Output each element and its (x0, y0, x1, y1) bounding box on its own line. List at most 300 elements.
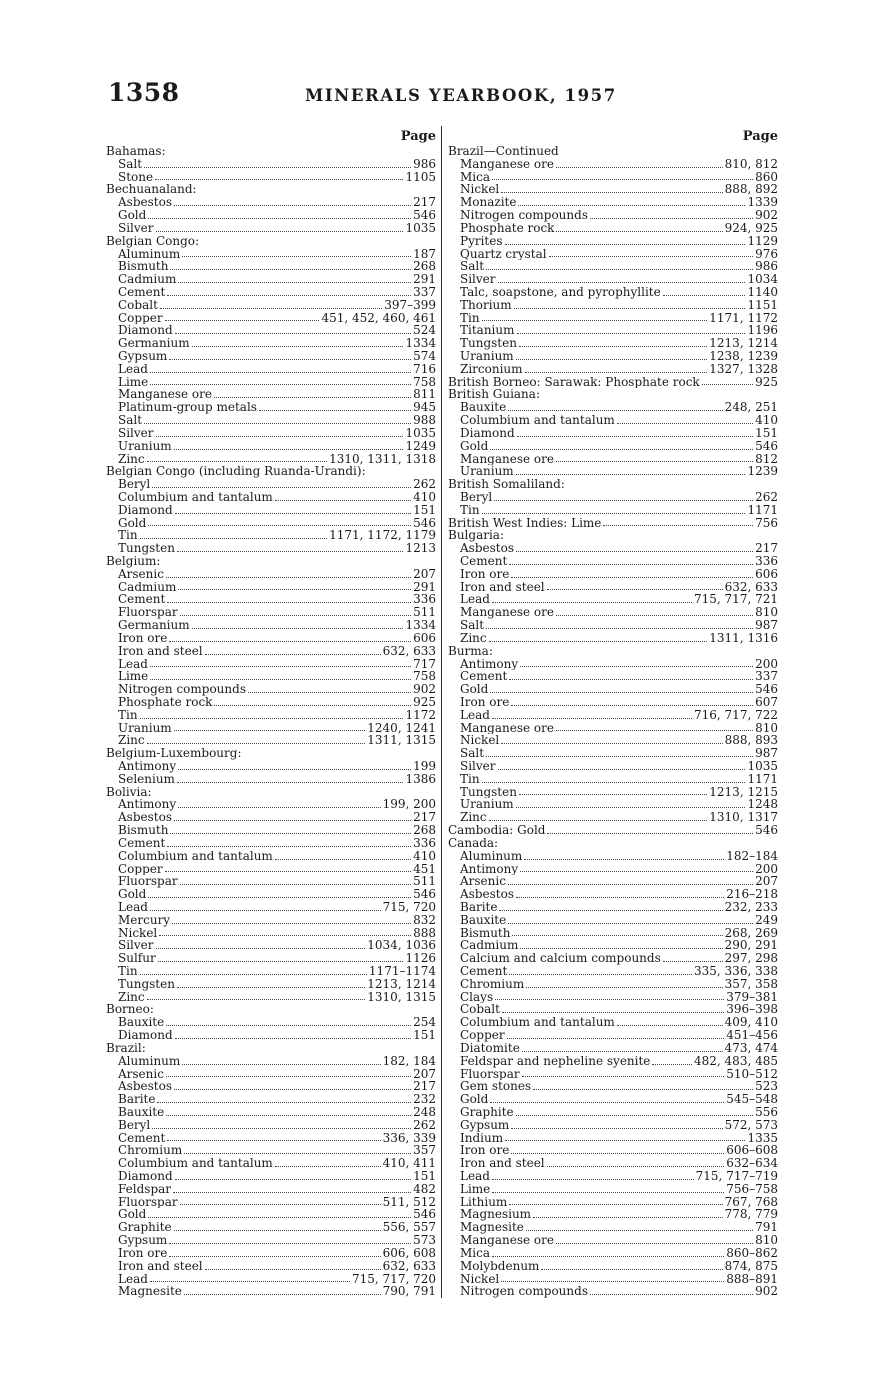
dot-leader (490, 1102, 724, 1103)
index-entry (106, 542, 436, 555)
page-reference: 924, 925 (724, 221, 778, 235)
index-entry (448, 171, 778, 184)
commodity-name: Lead (118, 657, 148, 671)
dot-leader (148, 897, 411, 898)
index-entry (106, 376, 436, 389)
dot-leader (547, 833, 753, 834)
commodity-name: Calcium and calcium compounds (460, 952, 661, 965)
page-reference: 1386 (405, 772, 436, 786)
page-reference: 249 (755, 913, 778, 927)
index-entry (106, 952, 436, 965)
dot-leader (180, 615, 412, 616)
index-heading (106, 786, 436, 799)
index-entry (106, 209, 436, 222)
page-reference: 182, 184 (382, 1054, 436, 1068)
commodity-name: Uranium (460, 798, 514, 812)
dot-leader (486, 756, 753, 757)
index-entry (106, 837, 436, 850)
page-reference: 291 (413, 580, 436, 594)
page-header (0, 0, 876, 120)
commodity-name: Lead (118, 900, 148, 914)
commodity-name: Columbium and tantalum (118, 1157, 273, 1170)
index-entry (106, 248, 436, 261)
dot-leader (150, 910, 381, 911)
commodity-name: Manganese ore (460, 1234, 554, 1247)
index-entry (106, 606, 436, 619)
page-reference: 790, 791 (382, 1285, 436, 1299)
page-reference: 556 (755, 1105, 778, 1119)
page-reference: 336 (755, 555, 778, 568)
commodity-name: Cadmium (460, 939, 519, 953)
page-reference: 715, 717, 720 (352, 1272, 436, 1286)
page-reference: 1311, 1315 (367, 734, 436, 748)
country-name: Belgium-Luxembourg: (106, 747, 242, 760)
commodity-name: Salt (118, 157, 143, 171)
page-number: 1358 (108, 78, 180, 107)
index-entry (448, 453, 778, 466)
page-reference: 573 (413, 1234, 436, 1247)
commodity-name: Quartz crystal (460, 247, 547, 261)
dot-leader (490, 692, 753, 693)
dot-leader (702, 384, 753, 385)
country-name: Brazil—Continued (448, 145, 559, 158)
commodity-name: Manganese ore (460, 721, 554, 735)
index-heading (106, 465, 436, 478)
commodity-name: Cobalt (118, 298, 158, 312)
page-reference: 182–184 (726, 849, 778, 863)
index-entry (106, 696, 436, 709)
index-entry (448, 158, 778, 171)
commodity-name: Cadmium (118, 580, 177, 594)
page-reference: 1311, 1316 (709, 631, 778, 645)
dot-leader (173, 1192, 411, 1193)
dot-leader (508, 884, 753, 885)
dot-leader (175, 333, 411, 334)
page-reference: 902 (413, 683, 436, 696)
page-reference: 988 (413, 414, 436, 427)
page-reference: 1196 (747, 324, 778, 338)
commodity-name: Antimony (460, 657, 519, 671)
index-entry (448, 235, 778, 248)
index-entry (106, 1170, 436, 1183)
page-reference: 199, 200 (382, 798, 436, 812)
commodity-name: Lead (118, 1272, 148, 1286)
dot-leader (516, 474, 746, 475)
index-entry (448, 248, 778, 261)
page-reference: 511 (413, 875, 436, 889)
commodity-name: Arsenic (460, 875, 506, 889)
index-entry (106, 863, 436, 876)
page-reference: 1339 (747, 196, 778, 210)
index-entry (106, 568, 436, 581)
page-reference: 888, 892 (724, 183, 778, 197)
dot-leader (511, 577, 753, 578)
index-entry (106, 478, 436, 491)
commodity-name: Cement (118, 285, 166, 299)
page-reference: 546 (413, 888, 436, 901)
index-entry (448, 1029, 778, 1042)
commodity-name: Aluminum (118, 1054, 181, 1068)
page-reference: 987 (755, 747, 778, 760)
dot-leader (522, 1051, 723, 1052)
index-entry (448, 504, 778, 517)
page-reference: 606, 608 (382, 1246, 436, 1260)
dot-leader (652, 1064, 692, 1065)
index-entry (448, 632, 778, 645)
page-reference: 1171–1174 (368, 965, 436, 978)
index-entry (448, 286, 778, 299)
dot-leader (522, 1076, 725, 1077)
country-name: British Guiana: (448, 388, 540, 402)
page-reference: 716 (413, 362, 436, 376)
dot-leader (184, 1294, 381, 1295)
commodity-name: Asbestos (118, 811, 172, 825)
commodity-name: Gem stones (460, 1080, 532, 1094)
index-entry (106, 222, 436, 235)
commodity-name: Gold (460, 439, 489, 453)
dot-leader (501, 192, 722, 193)
commodity-name: Thorium (460, 298, 512, 312)
index-entry (106, 491, 436, 504)
commodity-name: Salt (118, 414, 143, 427)
index-entry (448, 401, 778, 414)
page-reference: 336 (413, 593, 436, 607)
commodity-name: Zinc (118, 734, 145, 748)
index-entry (448, 747, 778, 760)
dot-leader (516, 551, 753, 552)
page-reference: 217 (413, 196, 436, 210)
dot-leader (516, 897, 724, 898)
index-entry (106, 1132, 436, 1145)
commodity-name: Phosphate rock (118, 695, 213, 709)
commodity-name: Sulfur (118, 952, 156, 965)
dot-leader (556, 615, 753, 616)
dot-leader (556, 167, 723, 168)
page-reference: 716, 717, 722 (694, 708, 778, 722)
dot-leader (526, 987, 722, 988)
commodity-name: Iron ore (460, 1144, 510, 1158)
index-entry (448, 760, 778, 773)
index-entry (106, 1144, 436, 1157)
commodity-name: Phosphate rock (460, 221, 555, 235)
commodity-name: Cement (460, 555, 508, 568)
page-reference: 606–608 (726, 1144, 778, 1158)
dot-leader (156, 231, 404, 232)
commodity-name: Tin (460, 772, 480, 786)
page-reference: 811 (413, 388, 436, 402)
dot-leader (148, 218, 411, 219)
commodity-name: Columbium and tantalum (118, 490, 273, 504)
index-entry (106, 171, 436, 184)
index-entry (106, 875, 436, 888)
index-entry (106, 798, 436, 811)
page-reference: 1240, 1241 (367, 721, 436, 735)
index-entry (106, 529, 436, 542)
index-entry (106, 363, 436, 376)
page-reference: 207 (413, 567, 436, 581)
index-entry (448, 658, 778, 671)
dot-leader (170, 269, 411, 270)
country-name: British Somaliland: (448, 478, 565, 491)
commodity-name: Bauxite (118, 1105, 165, 1119)
page-reference: 574 (413, 350, 436, 363)
index-entry (106, 773, 436, 786)
page-reference: 606 (413, 631, 436, 645)
commodity-name: Gold (460, 683, 489, 696)
page-reference: 874, 875 (724, 1259, 778, 1273)
commodity-name: Beryl (460, 490, 493, 504)
page-reference: 1238, 1239 (709, 350, 778, 363)
dot-leader (174, 730, 366, 731)
dot-leader (169, 1256, 380, 1257)
index-entry (106, 1260, 436, 1273)
dot-leader (498, 282, 746, 283)
dot-leader (519, 794, 707, 795)
dot-leader (144, 423, 411, 424)
index-entry (106, 440, 436, 453)
dot-leader (214, 705, 411, 706)
commodity-name: Zinc (460, 811, 487, 825)
commodity-name: Tungsten (118, 542, 175, 555)
index-entry (106, 1093, 436, 1106)
commodity-name: Gypsum (460, 1118, 510, 1132)
dot-leader (180, 1204, 381, 1205)
dot-leader (150, 384, 411, 385)
page-reference: 1171 (747, 772, 778, 786)
dot-leader (174, 449, 404, 450)
dot-leader (166, 1115, 411, 1116)
dot-leader (167, 846, 411, 847)
dot-leader (205, 654, 381, 655)
dot-leader (152, 1128, 411, 1129)
index-entry (448, 491, 778, 504)
page-reference: 1327, 1328 (709, 362, 778, 376)
index-entry (106, 273, 436, 286)
index-entry (448, 1003, 778, 1016)
page-reference: 1035 (747, 760, 778, 773)
index-heading (106, 1003, 436, 1016)
dot-leader (524, 859, 724, 860)
page-reference: 1310, 1317 (709, 811, 778, 825)
page-reference: 546 (755, 824, 778, 837)
page-reference: 545–548 (726, 1093, 778, 1106)
index-entry (106, 939, 436, 952)
page-reference: 1310, 1315 (367, 990, 436, 1004)
index-heading (106, 145, 436, 158)
dot-leader (507, 1038, 725, 1039)
dot-leader (514, 308, 746, 309)
page-reference: 1334 (405, 619, 436, 632)
commodity-name: Silver (118, 426, 154, 440)
index-heading (106, 1042, 436, 1055)
dot-leader (489, 641, 708, 642)
page-reference: 632, 633 (382, 644, 436, 658)
page-reference: 810, 812 (724, 157, 778, 171)
page-reference: 810 (755, 1234, 778, 1247)
page-reference: 791 (755, 1221, 778, 1235)
page-reference: 357, 358 (724, 977, 778, 991)
page-reference: 860–862 (726, 1246, 778, 1260)
page-reference: 268 (413, 260, 436, 274)
index-entry (448, 901, 778, 914)
page-reference: 335, 336, 338 (694, 965, 778, 978)
index-entry (448, 312, 778, 325)
index-entry (106, 1068, 436, 1081)
country-name: Cambodia: Gold (448, 824, 546, 837)
commodity-name: Uranium (118, 721, 172, 735)
commodity-name: Bismuth (460, 926, 511, 940)
index-entry (448, 606, 778, 619)
running-title: MINERALS YEARBOOK, 1957 (305, 86, 617, 105)
dot-leader (174, 820, 411, 821)
dot-leader (174, 205, 411, 206)
commodity-name: Bauxite (118, 1016, 165, 1030)
commodity-name: Tin (118, 529, 138, 543)
commodity-name: Beryl (118, 478, 151, 491)
country-name: Bechuanaland: (106, 183, 197, 197)
index-entry (448, 1260, 778, 1273)
page-reference: 607 (755, 695, 778, 709)
index-entry (106, 1080, 436, 1093)
dot-leader (556, 231, 722, 232)
commodity-name: Cobalt (460, 1003, 500, 1017)
commodity-name: Graphite (460, 1105, 514, 1119)
commodity-name: Diatomite (460, 1041, 520, 1055)
index-entry (448, 914, 778, 927)
commodity-name: Germanium (118, 337, 190, 350)
page-reference: 1171, 1172 (709, 311, 778, 325)
page-reference: 151 (413, 1029, 436, 1042)
page-reference: 902 (755, 1285, 778, 1299)
page-reference: 756 (755, 516, 778, 530)
page-column-label: Page (400, 129, 436, 144)
dot-leader (498, 769, 746, 770)
page-reference: 511, 512 (382, 1195, 436, 1209)
commodity-name: Silver (118, 939, 154, 953)
commodity-name: Manganese ore (460, 157, 554, 171)
page-reference: 410, 411 (382, 1157, 436, 1170)
index-entry (448, 183, 778, 196)
page-reference: 1171 (747, 503, 778, 517)
dot-leader (192, 628, 404, 629)
index-entry (106, 965, 436, 978)
dot-leader (533, 1089, 753, 1090)
commodity-name: Bismuth (118, 824, 169, 837)
index-entry (106, 1183, 436, 1196)
index-entry (106, 991, 436, 1004)
commodity-name: Feldspar (118, 1182, 172, 1196)
dot-leader (214, 397, 411, 398)
dot-leader (520, 948, 722, 949)
page-reference: 410 (413, 490, 436, 504)
dot-leader (549, 256, 753, 257)
index-entry (106, 1273, 436, 1286)
dot-leader (155, 179, 403, 180)
dot-leader (177, 782, 404, 783)
commodity-name: Manganese ore (118, 388, 212, 402)
dot-leader (158, 961, 404, 962)
dot-leader (174, 1230, 381, 1231)
page-reference: 1213, 1214 (367, 977, 436, 991)
page-reference: 1151 (747, 298, 778, 312)
index-entry (448, 414, 778, 427)
dot-leader (140, 718, 404, 719)
dot-leader (177, 551, 404, 552)
commodity-name: Cement (118, 593, 166, 607)
page-reference: 409, 410 (724, 1016, 778, 1030)
index-entry (448, 196, 778, 209)
page-reference: 810 (755, 721, 778, 735)
index-entry (448, 952, 778, 965)
index-entry (106, 1285, 436, 1298)
dot-leader (159, 935, 411, 936)
index-entry (106, 901, 436, 914)
index-column-left (106, 128, 436, 1298)
page-reference: 482 (413, 1182, 436, 1196)
index-entry (448, 619, 778, 632)
dot-leader (192, 346, 404, 347)
commodity-name: Antimony (118, 798, 177, 812)
commodity-name: Lime (118, 670, 149, 684)
dot-leader (482, 513, 746, 514)
index-entry (106, 1119, 436, 1132)
page-reference: 1105 (405, 170, 436, 184)
page-reference: 1034 (747, 273, 778, 286)
dot-leader (663, 295, 746, 296)
index-heading (106, 555, 436, 568)
page-reference: 357 (413, 1144, 436, 1158)
commodity-name: Tungsten (118, 977, 175, 991)
index-entry (106, 645, 436, 658)
page-reference: 756–758 (726, 1182, 778, 1196)
dot-leader (547, 1166, 725, 1167)
commodity-name: Nitrogen compounds (460, 209, 588, 222)
index-entry (448, 875, 778, 888)
dot-leader (516, 807, 746, 808)
page-reference: 207 (413, 1067, 436, 1081)
index-entry (106, 670, 436, 683)
index-entry (106, 1029, 436, 1042)
index-entry (448, 568, 778, 581)
commodity-name: Zirconium (460, 362, 523, 376)
index-entry (106, 1055, 436, 1068)
index-entry (448, 1285, 778, 1298)
commodity-name: Asbestos (460, 542, 514, 555)
dot-leader (180, 884, 412, 885)
dot-leader (511, 705, 753, 706)
index-entry (106, 850, 436, 863)
dot-leader (150, 666, 411, 667)
dot-leader (590, 1294, 753, 1295)
index-entry (106, 158, 436, 171)
dot-leader (150, 372, 411, 373)
index-entry (448, 927, 778, 940)
page-reference: 632, 633 (382, 1259, 436, 1273)
commodity-name: Clays (460, 990, 494, 1004)
page-reference: 451, 452, 460, 461 (321, 311, 436, 325)
index-entry (106, 299, 436, 312)
index-entry (448, 542, 778, 555)
page-reference: 451–456 (726, 1029, 778, 1042)
page-reference: 1034, 1036 (367, 939, 436, 953)
commodity-name: Nickel (118, 926, 158, 940)
commodity-name: Zinc (118, 990, 145, 1004)
dot-leader (556, 730, 753, 731)
index-entry (106, 1221, 436, 1234)
dot-leader (486, 628, 753, 629)
country-name: Borneo: (106, 1003, 154, 1017)
commodity-name: Mercury (118, 913, 171, 927)
